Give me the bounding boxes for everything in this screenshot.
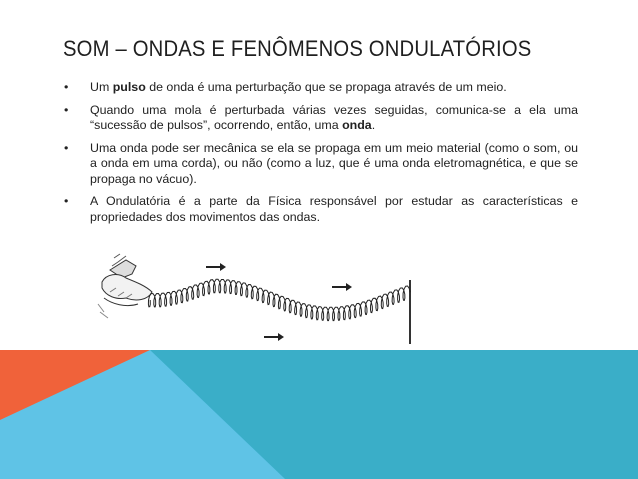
arrow-right-icon (264, 333, 284, 341)
bullet-text: de onda é uma perturbação que se propaga através de um meio. (145, 80, 507, 94)
bullet-bold-term: pulso (112, 80, 146, 94)
slide-title: SOM – ONDAS E FENÔMENOS ONDULATÓRIOS (63, 36, 532, 61)
bullet-item (64, 103, 578, 134)
bullet-item (64, 141, 578, 188)
bullet-text: Uma onda pode ser mecânica se ela se propaga em um meio material (como o som, ou a onda em uma corda), ou não (como a luz, que é uma onda eletromagnética, e que se propaga no vácuo). (90, 140, 578, 186)
bullet-marker: • (64, 80, 69, 94)
bullet-item (64, 194, 578, 225)
bullet-item (64, 80, 578, 96)
arrow-right-icon (206, 263, 226, 271)
spring-coil (148, 279, 410, 320)
bullet-text: . (371, 118, 376, 132)
bullet-bold-term: onda (342, 118, 372, 132)
bullet-marker: • (64, 102, 69, 117)
bullet-text: Um (90, 80, 113, 94)
hand-icon (98, 254, 152, 318)
decorative-band (0, 350, 638, 479)
bullet-list (64, 80, 578, 232)
bullet-marker: • (64, 140, 69, 155)
bullet-text: A Ondulatória é a parte da Física responsável por estudar as características e propriedades dos movimentos das ondas. (90, 194, 578, 224)
bullet-marker: • (64, 194, 69, 208)
bullet-text: Quando uma mola é perturbada várias vezes seguidas, comunica-se a ela uma “sucessão de pulsos”, ocorrendo, então, uma (90, 102, 578, 132)
spring-wave-illustration (96, 252, 416, 348)
arrow-right-icon (332, 283, 352, 291)
